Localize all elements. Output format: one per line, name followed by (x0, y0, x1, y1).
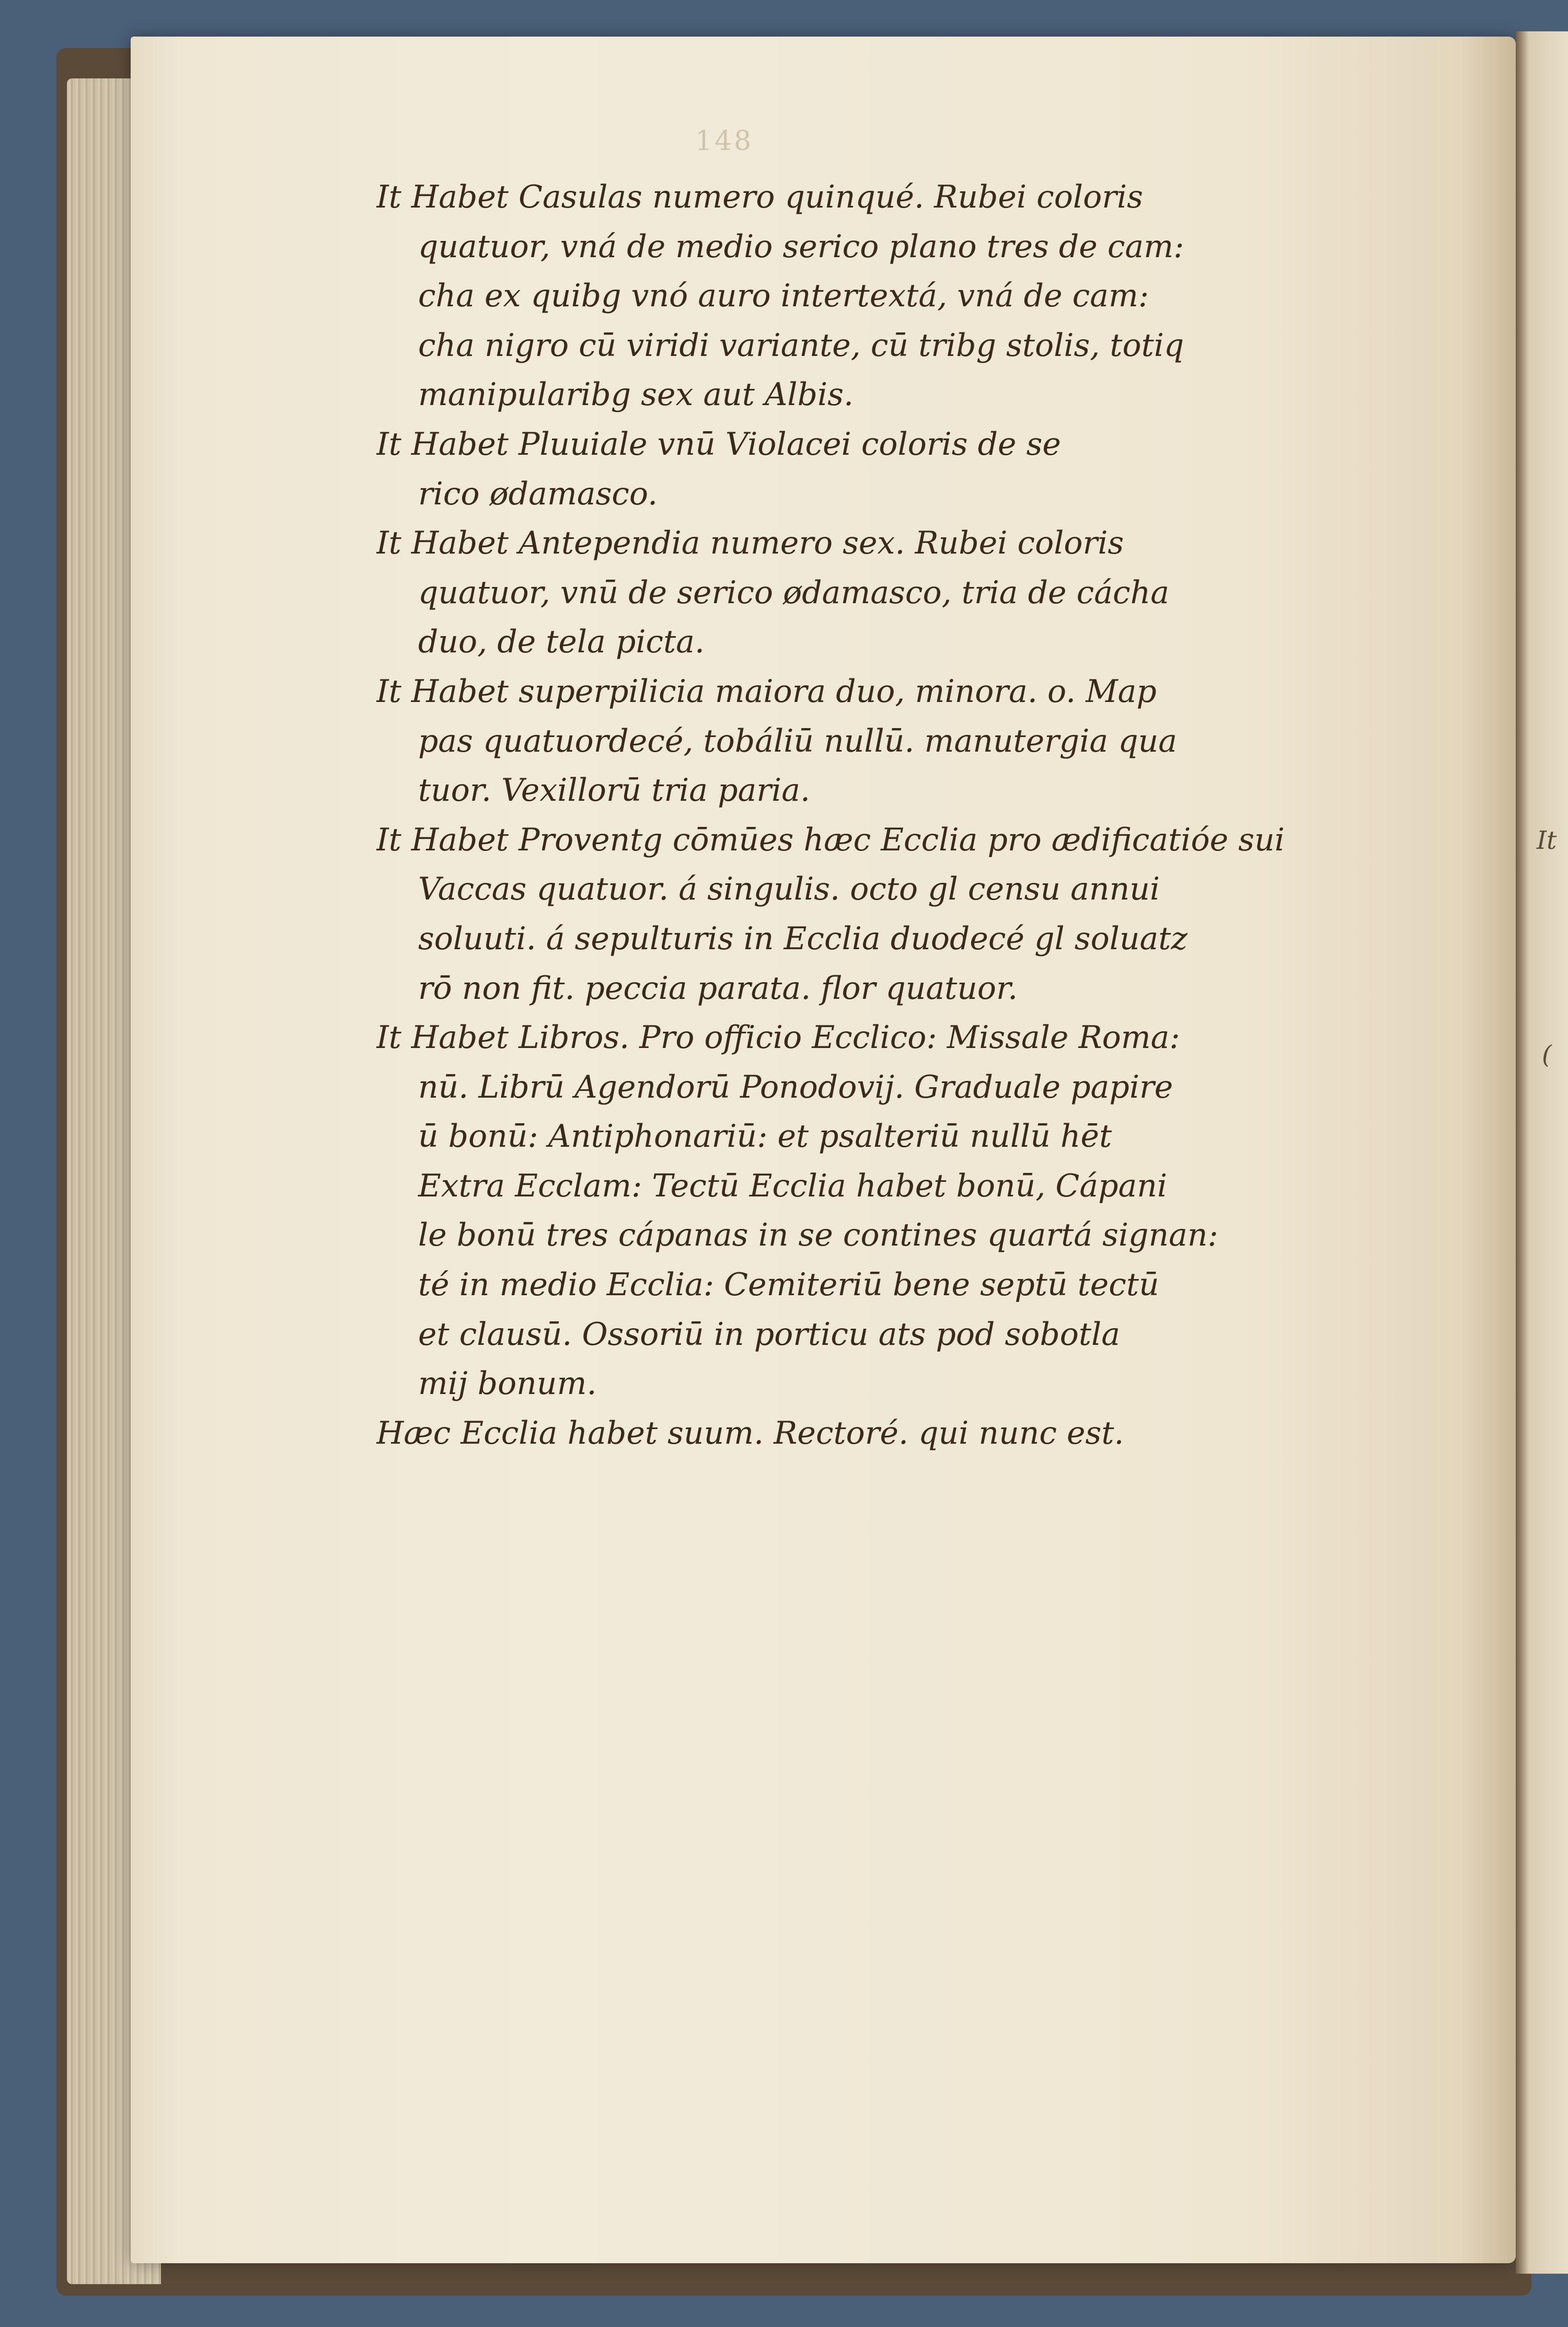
manuscript-line: It Habet superpilicia maiora duo, minora. o. Map (376, 673, 1157, 710)
manuscript-line: rō non fit. peccia parata. flor quatuor. (418, 970, 1018, 1007)
manuscript-line: nū. Librū Agendorū Ponodovij. Graduale papire (418, 1068, 1173, 1105)
facing-page-edge (1516, 31, 1568, 2274)
facing-page-mark: ( (1542, 1040, 1552, 1069)
manuscript-line: pas quatuordecé, tobáliū nullū. manutergia qua (418, 722, 1178, 759)
manuscript-text (376, 172, 1463, 1458)
manuscript-line: It Habet Pluuiale vnū Violacei coloris de se (376, 425, 1061, 463)
manuscript-line: It Habet Libros. Pro officio Ecclico: Missale Roma: (376, 1019, 1180, 1056)
folio-number: 148 (695, 125, 754, 157)
manuscript-line: It Habet Antependia numero sex. Rubei coloris (376, 525, 1124, 562)
manuscript-line: et clausū. Ossoriū in porticu ats pod sobotla (418, 1316, 1120, 1353)
manuscript-line: Vaccas quatuor. á singulis. octo gl censu annui (418, 871, 1160, 908)
manuscript-line: It Habet Casulas numero quinqué. Rubei coloris (376, 179, 1143, 215)
manuscript-line: le bonū tres cápanas in se contines quartá signan: (418, 1217, 1218, 1254)
manuscript-line: tuor. Vexillorū tria paria. (418, 772, 811, 809)
manuscript-line: quatuor, vnū de serico ødamasco, tria de cácha (418, 574, 1169, 611)
manuscript-line: quatuor, vná de medio serico plano tres de cam: (418, 228, 1184, 265)
manuscript-line: té in medio Ecclia: Cemiteriū bene septū tectū (418, 1266, 1159, 1304)
manuscript-line: Extra Ecclam: Tectū Ecclia habet bonū, Cápani (418, 1167, 1168, 1204)
manuscript-line: It Habet Proventg cōmūes hæc Ecclia pro ædificatióe sui (376, 821, 1285, 858)
manuscript-line: ū bonū: Antiphonariū: et psalteriū nullū hēt (418, 1118, 1112, 1155)
facing-page-mark: It (1537, 826, 1557, 855)
manuscript-line: rico ødamasco. (418, 475, 658, 512)
manuscript-line: soluuti. á sepulturis in Ecclia duodecé gl soluatz (418, 920, 1188, 957)
manuscript-line: cha ex quibg vnó auro intertextá, vná de cam: (418, 278, 1149, 315)
manuscript-line: manipularibg sex aut Albis. (418, 376, 854, 413)
manuscript-line: duo, de tela picta. (418, 624, 705, 661)
manuscript-line: cha nigro cū viridi variante, cū tribg stolis, totiq (418, 327, 1184, 364)
manuscript-line: mij bonum. (418, 1365, 597, 1402)
manuscript-line: Hæc Ecclia habet suum. Rectoré. qui nunc est. (376, 1414, 1124, 1452)
